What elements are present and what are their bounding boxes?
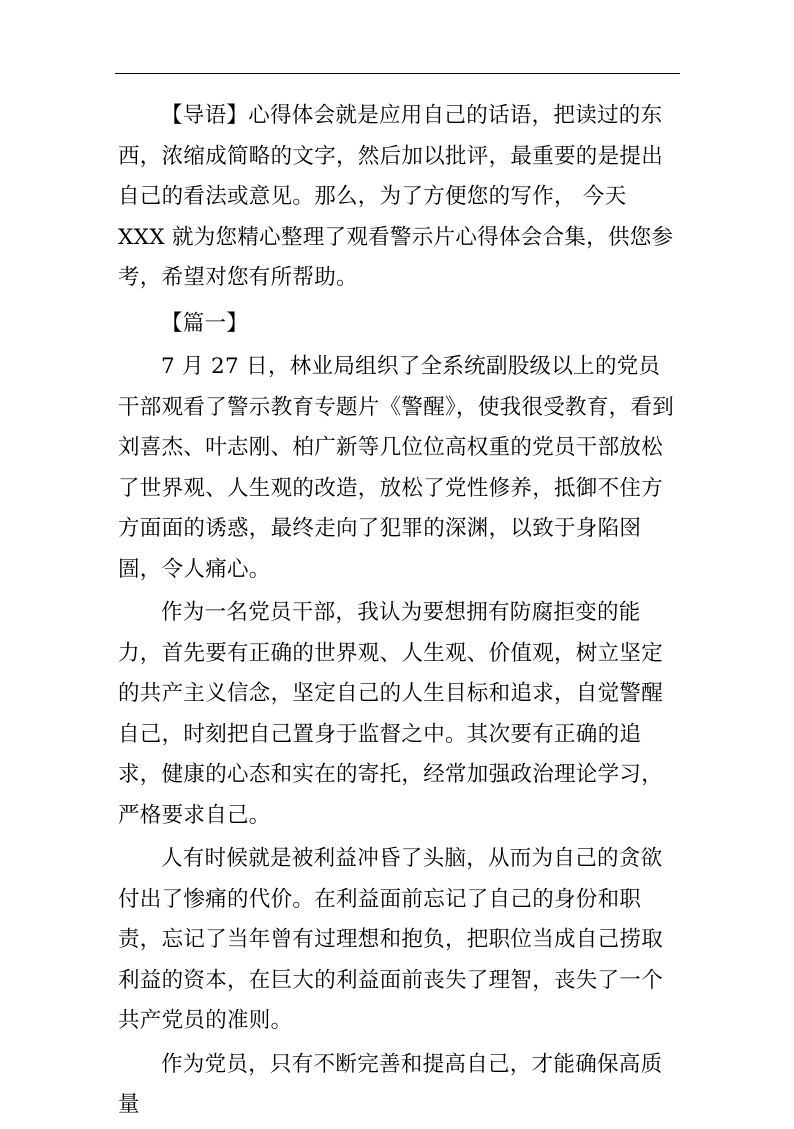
body-paragraph-2: 作为一名党员干部，我认为要想拥有防腐拒变的能力，首先要有正确的世界观、人生观、价值观，树立坚定的共产主义信念，坚定自己的人生目标和追求，自觉警醒自己，时刻把自己置身于监督之中。其次要有正确的追求，健康的心态和实在的寄托，经常加强政治理论学习，严格要求自己。 [118,600,664,828]
header-rule [115,73,680,74]
section-title: 【篇一】 [161,310,249,336]
body-paragraph-3: 人有时候就是被利益冲昏了头脑，从而为自己的贪欲付出了惨痛的代价。在利益面前忘记了自己的身份和职责，忘记了当年曾有过理想和抱负，把职位当成自己捞取利益的资本，在巨大的利益面前丧失了理智，丧失了一个共产党员的准则。 [118,846,664,1033]
body-paragraph-1: 7 月 27 日，林业局组织了全系统副股级以上的党员干部观看了警示教育专题片《警醒》，使我很受教育，看到刘喜杰、叶志刚、柏广新等几位位高权重的党员干部放松了世界观、人生观的改造，放松了党性修养，抵御不住方方面面的诱惑，最终走向了犯罪的深渊，以致于身陷囹圄，令人痛心。 [118,354,675,582]
body-paragraph-4: 作为党员，只有不断完善和提高自己，才能确保高质量 [118,1051,663,1117]
intro-paragraph: 【导语】心得体会就是应用自己的话语，把读过的东西，浓缩成简略的文字，然后加以批评，最重要的是提出自己的看法或意见。那么，为了方便您的写作， 今天 XXX 就为您精心整理了观看警示片心得体会合集，供您参考，希望对您有所帮助。 [118,103,674,290]
document-body [118,96,678,1129]
